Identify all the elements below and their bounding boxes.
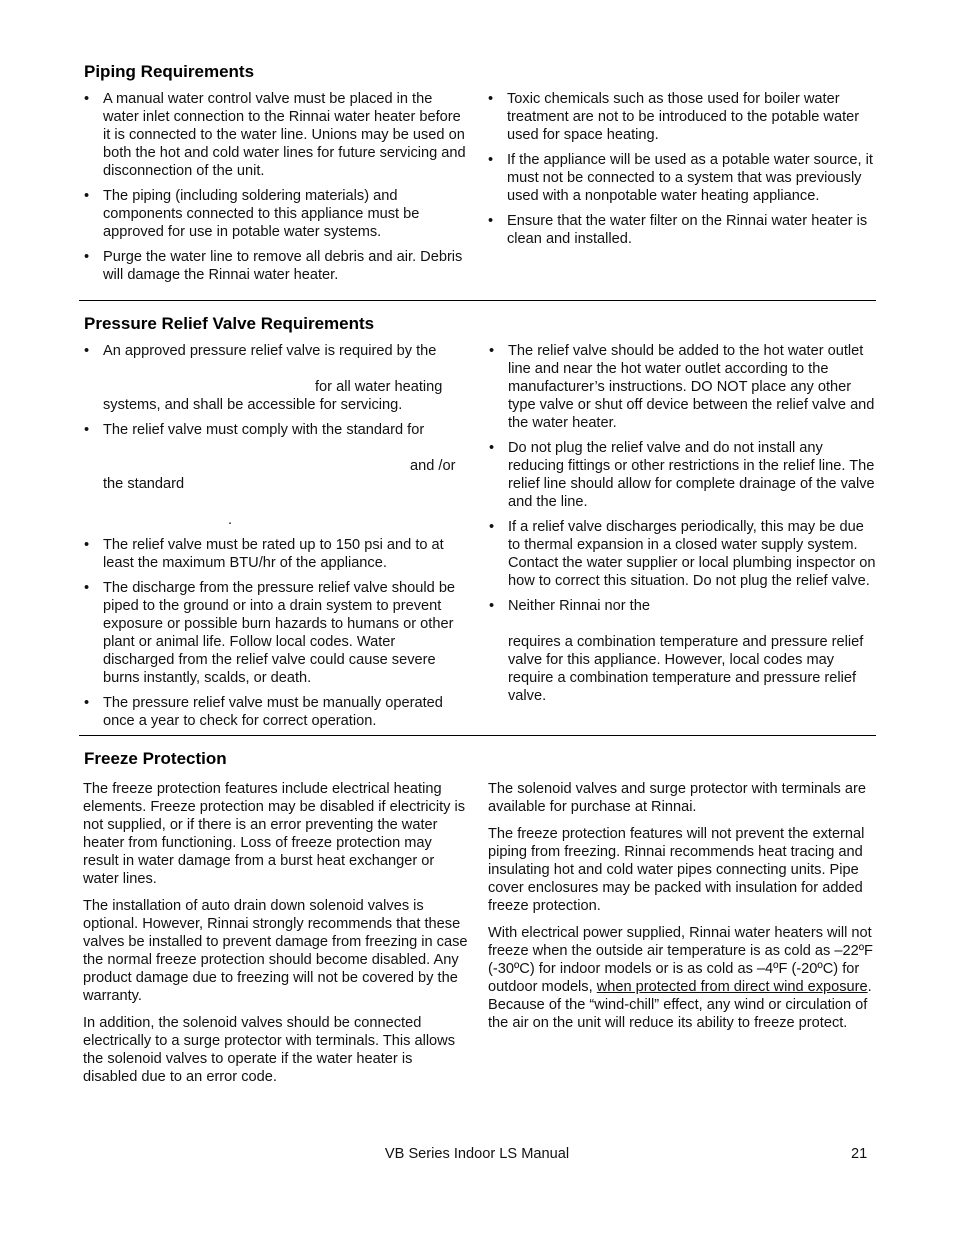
freeze-right-column [488, 780, 876, 1041]
relief-right-b4-line1: Neither Rinnai nor the [508, 598, 650, 614]
relief-right-b4-rest: requires a combination temperature and pressure relief valve for this appliance. However, local codes may require a combination temperature and pressure relief valve. [508, 634, 864, 704]
list-item: • Purge the water line to remove all debris and air. Debris will damage the Rinnai water heater. [84, 248, 469, 284]
section-divider [79, 300, 876, 301]
list-item: • If a relief valve discharges periodically, this may be due to thermal expansion in a closed water supply system. Contact the water supplier or local plumbing inspector on how to correct this situation. Do not plug the relief valve. [489, 518, 877, 590]
relief-b2-line3: and /or [410, 458, 456, 474]
list-item: • The relief valve should be added to the hot water outlet line and near the hot water outlet according to the manufacturer’s instructions. DO NOT place any other type valve or shut off device between the relief valve and the water heater. [489, 342, 877, 432]
list-item: • A manual water control valve must be placed in the water inlet connection to the Rinnai water heater before it is connected to the water line. Unions may be used on both the hot and cold water lines for future servicing and disconnection of the unit. [84, 90, 469, 180]
paragraph: The installation of auto drain down solenoid valves is optional. However, Rinnai strongly recommends that these valves be installed to prevent damage from freezing in case the normal freeze protection should become disabled. Any product damage due to freezing will not be covered by the warranty. [83, 898, 468, 1004]
relief-b1-line1: An approved pressure relief valve is required by the [103, 343, 437, 359]
section-heading-freeze-protection: Freeze Protection [84, 749, 227, 768]
freeze-text: . Because of the “wind-chill” effect, any wind or circulation of the air on the unit will reduce its ability to freeze protect. [488, 979, 872, 1031]
section-divider [79, 735, 876, 736]
underlined-text: when protected from direct wind exposure [596, 979, 868, 995]
relief-right-column [489, 342, 877, 712]
paragraph: The solenoid valves and surge protector with terminals are available for purchase at Rinnai. [488, 781, 867, 815]
piping-left-column [84, 90, 469, 291]
list-item: • If the appliance will be used as a potable water source, it must not be connected to a system that was previously used with a nonpotable water heating appliance. [488, 151, 876, 205]
list-item: • The pressure relief valve must be manually operated once a year to check for correct operation. [84, 694, 469, 730]
page-number: 21 [851, 1146, 868, 1162]
list-item [489, 597, 877, 705]
relief-b1-line3: for all water heating [315, 379, 443, 395]
freeze-text: With electrical power supplied, Rinnai water heaters will not freeze when the outside air temperature is as cold as –22ºF (-30ºC) for indoor models or is as cold as –4ºF (-20ºC) for outdoor models, [488, 925, 873, 995]
relief-b2-line6: . [228, 512, 233, 528]
list-item [84, 421, 469, 529]
section-heading-relief-valve: Pressure Relief Valve Requirements [84, 314, 375, 333]
list-item [84, 342, 469, 414]
paragraph: The freeze protection features include electrical heating elements. Freeze protection may be disabled if electricity is not supplied, or if there is an error preventing the water heater from functioning. Loss of freeze protection may result in water damage from a burst heat exchanger or water lines. [83, 781, 466, 887]
freeze-left-column [83, 780, 468, 1095]
piping-right-column [488, 90, 876, 255]
paragraph: The freeze protection features will not prevent the external piping from freezing. Rinnai recommends heat tracing and insulating hot and cold water pipes connecting units. Pipe cover enclosures may be packed with insulation for added freeze protection. [488, 826, 865, 914]
list-item: • Do not plug the relief valve and do not install any reducing fittings or other restrictions in the relief line. The relief line should allow for complete drainage of the valve and the line. [489, 439, 877, 511]
list-item: • Ensure that the water filter on the Rinnai water heater is clean and installed. [488, 212, 876, 248]
list-item: • The relief valve must be rated up to 150 psi and to at least the maximum BTU/hr of the appliance. [84, 536, 469, 572]
paragraph [488, 924, 876, 1032]
relief-left-column [84, 342, 469, 737]
relief-b1-line4: systems, and shall be accessible for servicing. [103, 397, 403, 413]
footer-manual-title: VB Series Indoor LS Manual [384, 1146, 570, 1162]
list-item: • The piping (including soldering materials) and components connected to this appliance must be approved for use in potable water systems. [84, 187, 469, 241]
relief-b2-line1: The relief valve must comply with the standard for [103, 422, 425, 438]
relief-b2-line4: the standard [103, 476, 185, 492]
paragraph: In addition, the solenoid valves should be connected electrically to a surge protector with terminals. This allows the solenoid valves to operate if the water heater is disabled due to an error code. [83, 1015, 456, 1085]
section-heading-piping: Piping Requirements [84, 62, 255, 81]
list-item: • The discharge from the pressure relief valve should be piped to the ground or into a drain system to prevent exposure or possible burn hazards to humans or other plant or animal life. Follow local codes. Water discharged from the relief valve could cause severe burns instantly, scalds, or death. [84, 579, 469, 687]
list-item: • Toxic chemicals such as those used for boiler water treatment are not to be introduced to the potable water used for space heating. [488, 90, 876, 144]
